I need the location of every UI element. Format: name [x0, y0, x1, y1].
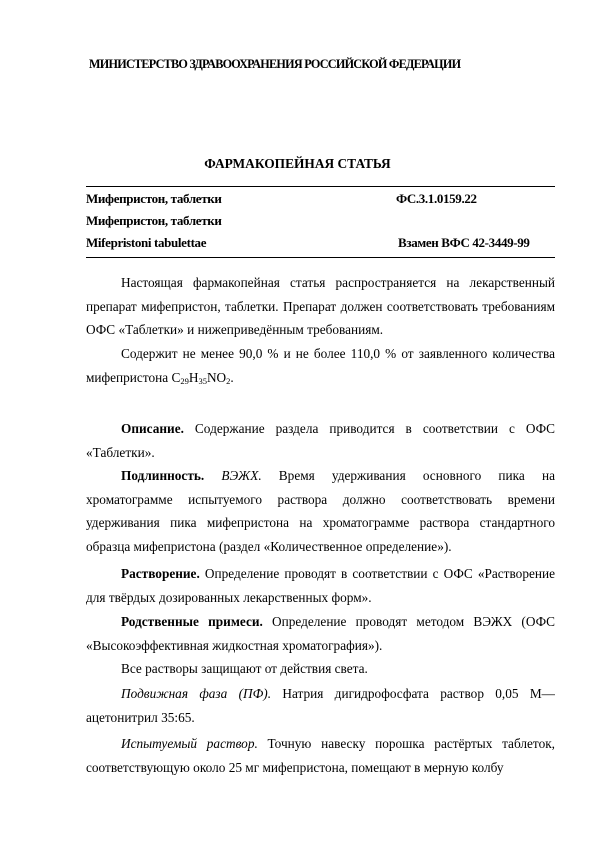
header-bottom-rule	[86, 257, 555, 258]
test-solution-heading: Испытуемый раствор.	[121, 736, 258, 751]
dissolution-heading: Растворение.	[121, 566, 200, 581]
drug-name-latin: Mifepristoni tabulettae	[86, 235, 207, 250]
description-heading: Описание.	[121, 421, 184, 436]
intro-paragraph: Настоящая фармакопейная статья распространяется на лекарственный препарат мифепристон, таблетки. Препарат должен соответствовать требованиям ОФС «Таблетки» и нижеприведённым требованиям.	[86, 275, 555, 338]
document-title: ФАРМАКОПЕЙНАЯ СТАТЬЯ	[204, 156, 391, 171]
dissolution-section: Растворение. Определение проводят в соответствии с ОФС «Растворение для твёрдых дозированных лекарственных форм».	[86, 566, 555, 605]
content-paragraph: Содержит не менее 90,0 % и не более 110,0 % от заявленного количества мифепристона $C_{29}H_{35}NO_2$.	[86, 346, 555, 386]
identification-section: Подлинность. ВЭЖХ. Время удерживания основного пика на хроматограмме испытуемого раствора должно соответствовать времени удерживания пика мифепристона на хроматограмме раствора стандартного образца мифепристона (раздел «Количественное определение»).	[86, 468, 555, 554]
impurities-heading: Родственные примеси.	[121, 614, 263, 629]
mobile-phase-heading: Подвижная фаза (ПФ).	[121, 686, 272, 701]
replaces-note: Взамен ВФС 42-3449-99	[398, 235, 530, 250]
description-section: Описание. Содержание раздела приводится в соответствии с ОФС «Таблетки».	[86, 421, 555, 460]
test-solution-section: Испытуемый раствор. Точную навеску порошка растёртых таблеток, соответствующую около 25 мг мифепристона, помещают в мерную колбу	[86, 736, 555, 775]
drug-name-ru-2: Мифепристон, таблетки	[86, 213, 222, 228]
header-top-rule	[86, 186, 555, 187]
ministry-heading: МИНИСТЕРСТВО ЗДРАВООХРАНЕНИЯ РОССИЙСКОЙ ФЕДЕРАЦИИ	[89, 57, 461, 71]
article-code: ФС.3.1.0159.22	[396, 191, 477, 206]
mobile-phase-section: Подвижная фаза (ПФ). Натрия дигидрофосфата раствор 0,05 М—ацетонитрил 35:65.	[86, 686, 555, 725]
identification-heading: Подлинность.	[121, 468, 205, 483]
drug-name-ru: Мифепристон, таблетки	[86, 191, 222, 206]
impurities-section: Родственные примеси. Определение проводят методом ВЭЖХ (ОФС «Высокоэффективная жидкостная хроматография»).	[86, 614, 555, 653]
light-protection-note: Все растворы защищают от действия света.	[121, 661, 368, 676]
